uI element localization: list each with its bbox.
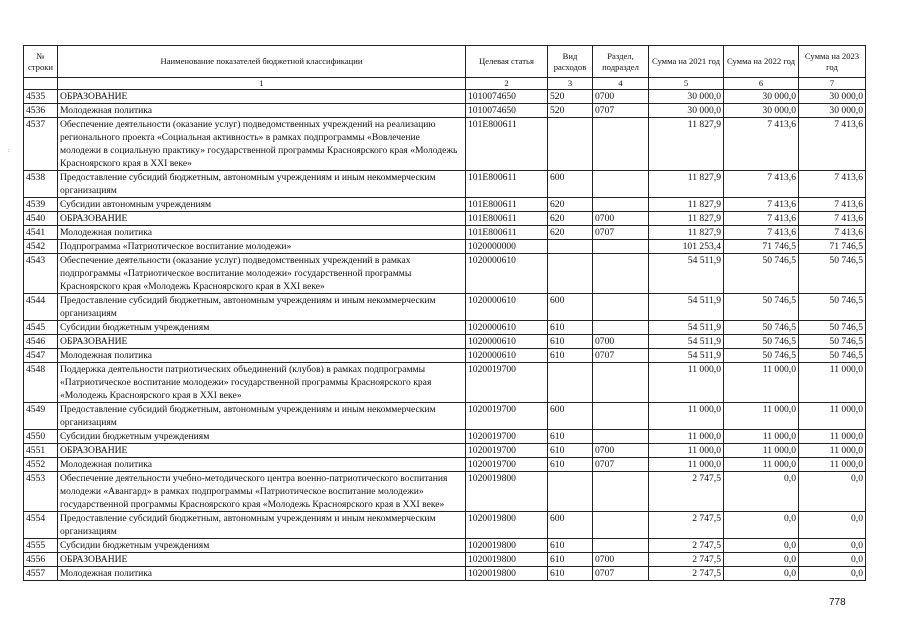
row-number: 4538 [24, 171, 58, 198]
row-sum-2021: 30 000,0 [649, 90, 724, 104]
row-sum-2021: 2 747,5 [649, 472, 724, 512]
row-target-article: 1020000610 [466, 321, 548, 335]
row-sum-2023: 0,0 [799, 567, 866, 581]
row-name: Субсидии бюджетным учреждениям [58, 539, 466, 553]
row-name: Обеспечение деятельности учебно-методического центра военно-патриотического воспитания молодежи «Авангард» в рамках подпрограммы «Патриотическое воспитание молодежи» государственной программы Красноярского края «Молодежь Красноярского края в XXI веке» [58, 472, 466, 512]
header-section: Раздел, подраздел [593, 46, 649, 78]
row-target-article: 1020019800 [466, 512, 548, 539]
row-number: 4539 [24, 198, 58, 212]
row-expense-type [548, 472, 593, 512]
row-target-article: 1010074650 [466, 90, 548, 104]
row-sum-2023: 7 413,6 [799, 212, 866, 226]
row-name: ОБРАЗОВАНИЕ [58, 212, 466, 226]
row-target-article: 1020019700 [466, 403, 548, 430]
table-row [24, 212, 866, 226]
row-sum-2023: 7 413,6 [799, 198, 866, 212]
row-sum-2023: 7 413,6 [799, 171, 866, 198]
row-expense-type [548, 254, 593, 294]
column-number: 1 [58, 78, 466, 90]
row-sum-2021: 2 747,5 [649, 512, 724, 539]
row-target-article: 1020000000 [466, 240, 548, 254]
row-sum-2021: 2 747,5 [649, 539, 724, 553]
row-sum-2021: 11 827,9 [649, 198, 724, 212]
row-expense-type: 610 [548, 335, 593, 349]
row-target-article: 101E800611 [466, 118, 548, 171]
row-sum-2023: 11 000,0 [799, 458, 866, 472]
table-row [24, 363, 866, 403]
row-target-article: 1020000610 [466, 294, 548, 321]
row-sum-2021: 11 000,0 [649, 458, 724, 472]
row-target-article: 101E800611 [466, 198, 548, 212]
row-sum-2023: 50 746,5 [799, 349, 866, 363]
row-sum-2023: 11 000,0 [799, 363, 866, 403]
row-name: Молодежная политика [58, 226, 466, 240]
row-name: ОБРАЗОВАНИЕ [58, 444, 466, 458]
scan-mark: : [8, 148, 10, 154]
row-section: 0700 [593, 444, 649, 458]
row-number: 4551 [24, 444, 58, 458]
row-sum-2021: 54 511,9 [649, 349, 724, 363]
budget-table [23, 45, 866, 581]
row-sum-2022: 50 746,5 [724, 294, 799, 321]
row-sum-2023: 0,0 [799, 553, 866, 567]
row-sum-2023: 11 000,0 [799, 403, 866, 430]
row-section [593, 198, 649, 212]
row-sum-2023: 50 746,5 [799, 294, 866, 321]
header-name: Наименование показателей бюджетной классификации [58, 46, 466, 78]
row-sum-2022: 50 746,5 [724, 349, 799, 363]
header-target-article: Целевая статья [466, 46, 548, 78]
row-number: 4544 [24, 294, 58, 321]
header-row [24, 46, 866, 78]
row-sum-2022: 11 000,0 [724, 363, 799, 403]
row-expense-type: 600 [548, 403, 593, 430]
row-sum-2023: 11 000,0 [799, 430, 866, 444]
row-sum-2021: 11 827,9 [649, 118, 724, 171]
row-expense-type: 610 [548, 458, 593, 472]
row-sum-2023: 0,0 [799, 539, 866, 553]
row-expense-type: 610 [548, 430, 593, 444]
row-sum-2023: 50 746,5 [799, 321, 866, 335]
table-row [24, 567, 866, 581]
row-expense-type: 600 [548, 171, 593, 198]
row-sum-2022: 11 000,0 [724, 444, 799, 458]
row-target-article: 1020019800 [466, 472, 548, 512]
row-number: 4546 [24, 335, 58, 349]
row-target-article: 1020019700 [466, 363, 548, 403]
row-expense-type: 610 [548, 444, 593, 458]
row-section: 0707 [593, 226, 649, 240]
row-name: Субсидии бюджетным учреждениям [58, 430, 466, 444]
row-target-article: 1020019700 [466, 444, 548, 458]
row-target-article: 1020019700 [466, 458, 548, 472]
row-target-article: 1020019800 [466, 553, 548, 567]
row-sum-2022: 50 746,5 [724, 254, 799, 294]
row-sum-2023: 0,0 [799, 472, 866, 512]
row-name: Молодежная политика [58, 349, 466, 363]
table-row [24, 430, 866, 444]
row-section: 0707 [593, 349, 649, 363]
row-number: 4549 [24, 403, 58, 430]
row-sum-2021: 11 000,0 [649, 403, 724, 430]
row-name: ОБРАЗОВАНИЕ [58, 90, 466, 104]
row-expense-type: 610 [548, 321, 593, 335]
row-number: 4548 [24, 363, 58, 403]
row-number: 4554 [24, 512, 58, 539]
row-target-article: 1020019700 [466, 430, 548, 444]
table-row [24, 458, 866, 472]
row-expense-type: 600 [548, 512, 593, 539]
table-row [24, 240, 866, 254]
row-expense-type: 620 [548, 226, 593, 240]
row-section: 0707 [593, 567, 649, 581]
row-name: Субсидии автономным учреждениям [58, 198, 466, 212]
table-row [24, 539, 866, 553]
table-row [24, 349, 866, 363]
row-sum-2021: 11 827,9 [649, 212, 724, 226]
row-name: Молодежная политика [58, 567, 466, 581]
table-row [24, 198, 866, 212]
row-sum-2022: 7 413,6 [724, 171, 799, 198]
row-target-article: 1010074650 [466, 104, 548, 118]
row-section [593, 171, 649, 198]
column-numbers-row [24, 78, 866, 90]
row-target-article: 1020000610 [466, 254, 548, 294]
row-section [593, 240, 649, 254]
row-name: Обеспечение деятельности (оказание услуг) подведомственных учреждений на реализацию регионального проекта «Социальная активность» в рамках подпрограммы «Вовлечение молодежи в социальную практику» государственной программы Красноярского края «Молодежь Красноярского края в XXI веке» [58, 118, 466, 171]
row-number: 4556 [24, 553, 58, 567]
row-section [593, 539, 649, 553]
table-row [24, 512, 866, 539]
row-sum-2021: 54 511,9 [649, 335, 724, 349]
column-number: 4 [593, 78, 649, 90]
table-row [24, 90, 866, 104]
row-sum-2022: 30 000,0 [724, 90, 799, 104]
row-sum-2021: 30 000,0 [649, 104, 724, 118]
row-sum-2021: 11 827,9 [649, 226, 724, 240]
row-expense-type: 610 [548, 539, 593, 553]
row-sum-2023: 0,0 [799, 512, 866, 539]
row-sum-2021: 101 253,4 [649, 240, 724, 254]
row-number: 4547 [24, 349, 58, 363]
row-section [593, 430, 649, 444]
row-sum-2021: 11 000,0 [649, 444, 724, 458]
row-sum-2021: 54 511,9 [649, 321, 724, 335]
row-target-article: 1020000610 [466, 335, 548, 349]
row-section [593, 118, 649, 171]
row-sum-2022: 0,0 [724, 512, 799, 539]
row-number: 4540 [24, 212, 58, 226]
row-sum-2022: 50 746,5 [724, 321, 799, 335]
header-sum-2022: Сумма на 2022 год [724, 46, 799, 78]
row-section [593, 403, 649, 430]
row-section [593, 294, 649, 321]
row-sum-2022: 0,0 [724, 472, 799, 512]
row-name: Обеспечение деятельности (оказание услуг) подведомственных учреждений в рамках подпрограммы «Патриотическое воспитание молодежи» государственной программы Красноярского края «Молодежь Красноярского края в XXI веке» [58, 254, 466, 294]
row-sum-2022: 7 413,6 [724, 226, 799, 240]
row-sum-2021: 54 511,9 [649, 294, 724, 321]
column-number-blank [24, 78, 58, 90]
table-row [24, 171, 866, 198]
row-expense-type: 600 [548, 294, 593, 321]
row-section [593, 363, 649, 403]
row-target-article: 1020019800 [466, 539, 548, 553]
row-expense-type [548, 118, 593, 171]
row-section: 0707 [593, 458, 649, 472]
row-name: Подпрограмма «Патриотическое воспитание молодежи» [58, 240, 466, 254]
column-number: 7 [799, 78, 866, 90]
column-number: 6 [724, 78, 799, 90]
row-sum-2022: 7 413,6 [724, 212, 799, 226]
row-section [593, 472, 649, 512]
row-sum-2023: 11 000,0 [799, 444, 866, 458]
row-sum-2021: 11 000,0 [649, 430, 724, 444]
row-name: Предоставление субсидий бюджетным, автономным учреждениям и иным некоммерческим организациям [58, 403, 466, 430]
row-expense-type: 610 [548, 553, 593, 567]
row-target-article: 101E800611 [466, 226, 548, 240]
row-section [593, 512, 649, 539]
row-number: 4537 [24, 118, 58, 171]
row-section: 0700 [593, 212, 649, 226]
row-name: Молодежная политика [58, 104, 466, 118]
row-section [593, 321, 649, 335]
row-name: Поддержка деятельности патриотических объединений (клубов) в рамках подпрограммы «Патриотическое воспитание молодежи» государственной программы Красноярского края «Молодежь Красноярского края в XXI веке» [58, 363, 466, 403]
table-row [24, 335, 866, 349]
row-name: Предоставление субсидий бюджетным, автономным учреждениям и иным некоммерческим организациям [58, 171, 466, 198]
row-section: 0700 [593, 90, 649, 104]
row-sum-2023: 30 000,0 [799, 104, 866, 118]
row-number: 4543 [24, 254, 58, 294]
table-row [24, 118, 866, 171]
row-number: 4545 [24, 321, 58, 335]
row-sum-2022: 71 746,5 [724, 240, 799, 254]
table-body [24, 90, 866, 581]
header-row-number: № строки [24, 46, 58, 78]
page-number: 778 [829, 597, 846, 608]
row-name: Молодежная политика [58, 458, 466, 472]
header-expense-type: Вид расходов [548, 46, 593, 78]
row-name: Субсидии бюджетным учреждениям [58, 321, 466, 335]
table-row [24, 472, 866, 512]
row-section: 0707 [593, 104, 649, 118]
row-number: 4536 [24, 104, 58, 118]
row-sum-2022: 50 746,5 [724, 335, 799, 349]
row-sum-2022: 30 000,0 [724, 104, 799, 118]
row-name: ОБРАЗОВАНИЕ [58, 553, 466, 567]
row-section [593, 254, 649, 294]
row-expense-type: 610 [548, 567, 593, 581]
row-sum-2022: 11 000,0 [724, 458, 799, 472]
row-number: 4552 [24, 458, 58, 472]
column-number: 5 [649, 78, 724, 90]
row-number: 4555 [24, 539, 58, 553]
row-name: ОБРАЗОВАНИЕ [58, 335, 466, 349]
row-sum-2023: 71 746,5 [799, 240, 866, 254]
row-expense-type: 610 [548, 349, 593, 363]
table-row [24, 444, 866, 458]
row-sum-2022: 11 000,0 [724, 430, 799, 444]
column-number: 2 [466, 78, 548, 90]
row-sum-2023: 50 746,5 [799, 335, 866, 349]
row-expense-type [548, 363, 593, 403]
row-sum-2023: 50 746,5 [799, 254, 866, 294]
row-number: 4553 [24, 472, 58, 512]
row-expense-type: 520 [548, 104, 593, 118]
header-sum-2021: Сумма на 2021 год [649, 46, 724, 78]
row-name: Предоставление субсидий бюджетным, автономным учреждениям и иным некоммерческим организациям [58, 512, 466, 539]
table-row [24, 321, 866, 335]
row-sum-2022: 0,0 [724, 553, 799, 567]
row-sum-2022: 11 000,0 [724, 403, 799, 430]
row-number: 4542 [24, 240, 58, 254]
row-sum-2021: 54 511,9 [649, 254, 724, 294]
row-sum-2022: 0,0 [724, 539, 799, 553]
row-sum-2021: 11 827,9 [649, 171, 724, 198]
table-row [24, 226, 866, 240]
row-sum-2023: 30 000,0 [799, 90, 866, 104]
column-number: 3 [548, 78, 593, 90]
row-expense-type [548, 240, 593, 254]
row-sum-2021: 2 747,5 [649, 553, 724, 567]
row-name: Предоставление субсидий бюджетным, автономным учреждениям и иным некоммерческим организациям [58, 294, 466, 321]
table-row [24, 254, 866, 294]
row-sum-2022: 7 413,6 [724, 198, 799, 212]
row-section: 0700 [593, 553, 649, 567]
row-number: 4550 [24, 430, 58, 444]
row-sum-2023: 7 413,6 [799, 226, 866, 240]
row-expense-type: 620 [548, 212, 593, 226]
row-number: 4541 [24, 226, 58, 240]
row-sum-2022: 0,0 [724, 567, 799, 581]
row-target-article: 101E800611 [466, 171, 548, 198]
header-sum-2023: Сумма на 2023 год [799, 46, 866, 78]
table-row [24, 294, 866, 321]
row-number: 4557 [24, 567, 58, 581]
table-row [24, 553, 866, 567]
table-row [24, 403, 866, 430]
row-target-article: 1020000610 [466, 349, 548, 363]
table-row [24, 104, 866, 118]
row-target-article: 1020019800 [466, 567, 548, 581]
row-sum-2021: 11 000,0 [649, 363, 724, 403]
row-sum-2022: 7 413,6 [724, 118, 799, 171]
row-sum-2023: 7 413,6 [799, 118, 866, 171]
row-expense-type: 620 [548, 198, 593, 212]
row-section: 0700 [593, 335, 649, 349]
row-expense-type: 520 [548, 90, 593, 104]
row-target-article: 101E800611 [466, 212, 548, 226]
row-number: 4535 [24, 90, 58, 104]
row-sum-2021: 2 747,5 [649, 567, 724, 581]
